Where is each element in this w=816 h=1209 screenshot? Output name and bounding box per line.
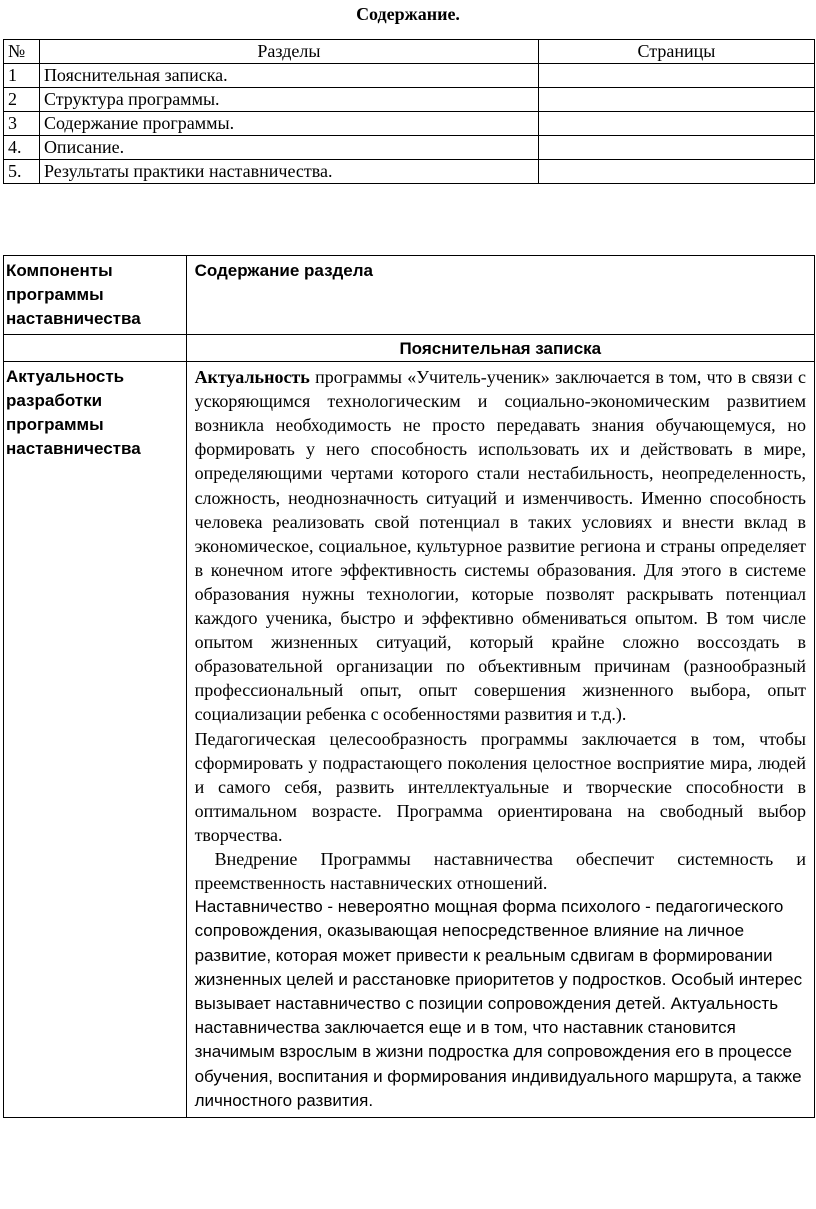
header-components: Компоненты программы наставничества [4,256,187,335]
row-section: Структура программы. [39,88,538,112]
row-page [538,64,814,88]
paragraph-relevance [195,365,806,726]
table-row [4,88,815,112]
row-label-relevance: Актуальность разработки программы наставничества [4,362,187,1118]
paragraph-expediency: Педагогическая целесообразность программы заключается в том, чтобы сформировать у подрастающего поколения целостное восприятие мира, людей и самого себя, развить интеллектуальные и творческие способности в оптимальном возрасте. Программа ориентирована на свободный выбор творчества. [194,728,806,845]
row-section: Пояснительная записка. [39,64,538,88]
row-section: Описание. [39,136,538,160]
header-content: Содержание раздела [186,256,814,335]
row-number: 3 [4,112,40,136]
table-row [4,64,815,88]
row-number: 2 [4,88,40,112]
paragraph-mentoring: Наставничество - невероятно мощная форма психолого - педагогического сопровождения, оказывающая непосредственное влияние на личное развитие, которая может привести к реальным сдвигам в формировании жизненных целей и расстановке приоритетов у подростков. Особый интерес вызывает наставничество с позиции сопровождения детей. Актуальность наставничества заключается еще и в том, что наставник становится значимым взрослым в жизни подростка для сопровождения его в процессе обучения, воспитания и формирования индивидуального маршрута, а также личностного развития. [194,897,803,1110]
table-row [4,160,815,184]
header-pages: Страницы [538,40,814,64]
row-number: 4. [4,136,40,160]
header-sections: Разделы [39,40,538,64]
subheader-row [4,335,815,362]
table-row [4,136,815,160]
relevance-content [186,362,814,1118]
row-page [538,88,814,112]
table-row [4,112,815,136]
toc-title: Содержание. [356,4,460,24]
row-page [538,160,814,184]
row-page [538,112,814,136]
row-page [538,136,814,160]
contents-table [3,39,815,184]
paragraph-relevance-text: программы «Учитель-ученик» заключается в том, что в связи с ускоряющимся технологическим и социально-экономическим развитием возникла необходимость не просто передавать знания обучающемуся, но формировать у него способность использовать их и действовать в мире, определяющими чертами которого стали нестабильность, неопределенность, сложность, неоднозначность ситуаций и изменчивость. Именно способность человека реализовать свой потенциал в таких условиях и внести вклад в экономическое, социальное, культурное развитие региона и страны определяет в конечном итоге эффективность системы образования. Для этого в системе образования нужны технологии, которые позволят раскрывать потенциал каждого ученика, быстро и эффективно обмениваться опытом. В том числе опытом жизненных ситуаций, который крайне сложно воссоздать в образовательной организации по объективным причинам (разнообразный профессиональный опыт, опыт совершения жизненного выбора, опыт социализации ребенка с особенностями развития и т.д.). [194,367,806,725]
row-number: 1 [4,64,40,88]
paragraph-implementation: Внедрение Программы наставничества обеспечит системность и преемственность наставнических отношений. [194,848,806,894]
program-header-row [4,256,815,335]
program-table [3,255,815,1118]
row-number: 5. [4,160,40,184]
header-number: № [4,40,40,64]
relevance-row [4,362,815,1118]
keyword-relevance: Актуальность [194,367,310,388]
row-section: Содержание программы. [39,112,538,136]
subheader-explanatory-note: Пояснительная записка [186,335,814,362]
subheader-empty-cell [4,335,187,362]
row-section: Результаты практики наставничества. [39,160,538,184]
table-header-row [4,40,815,64]
